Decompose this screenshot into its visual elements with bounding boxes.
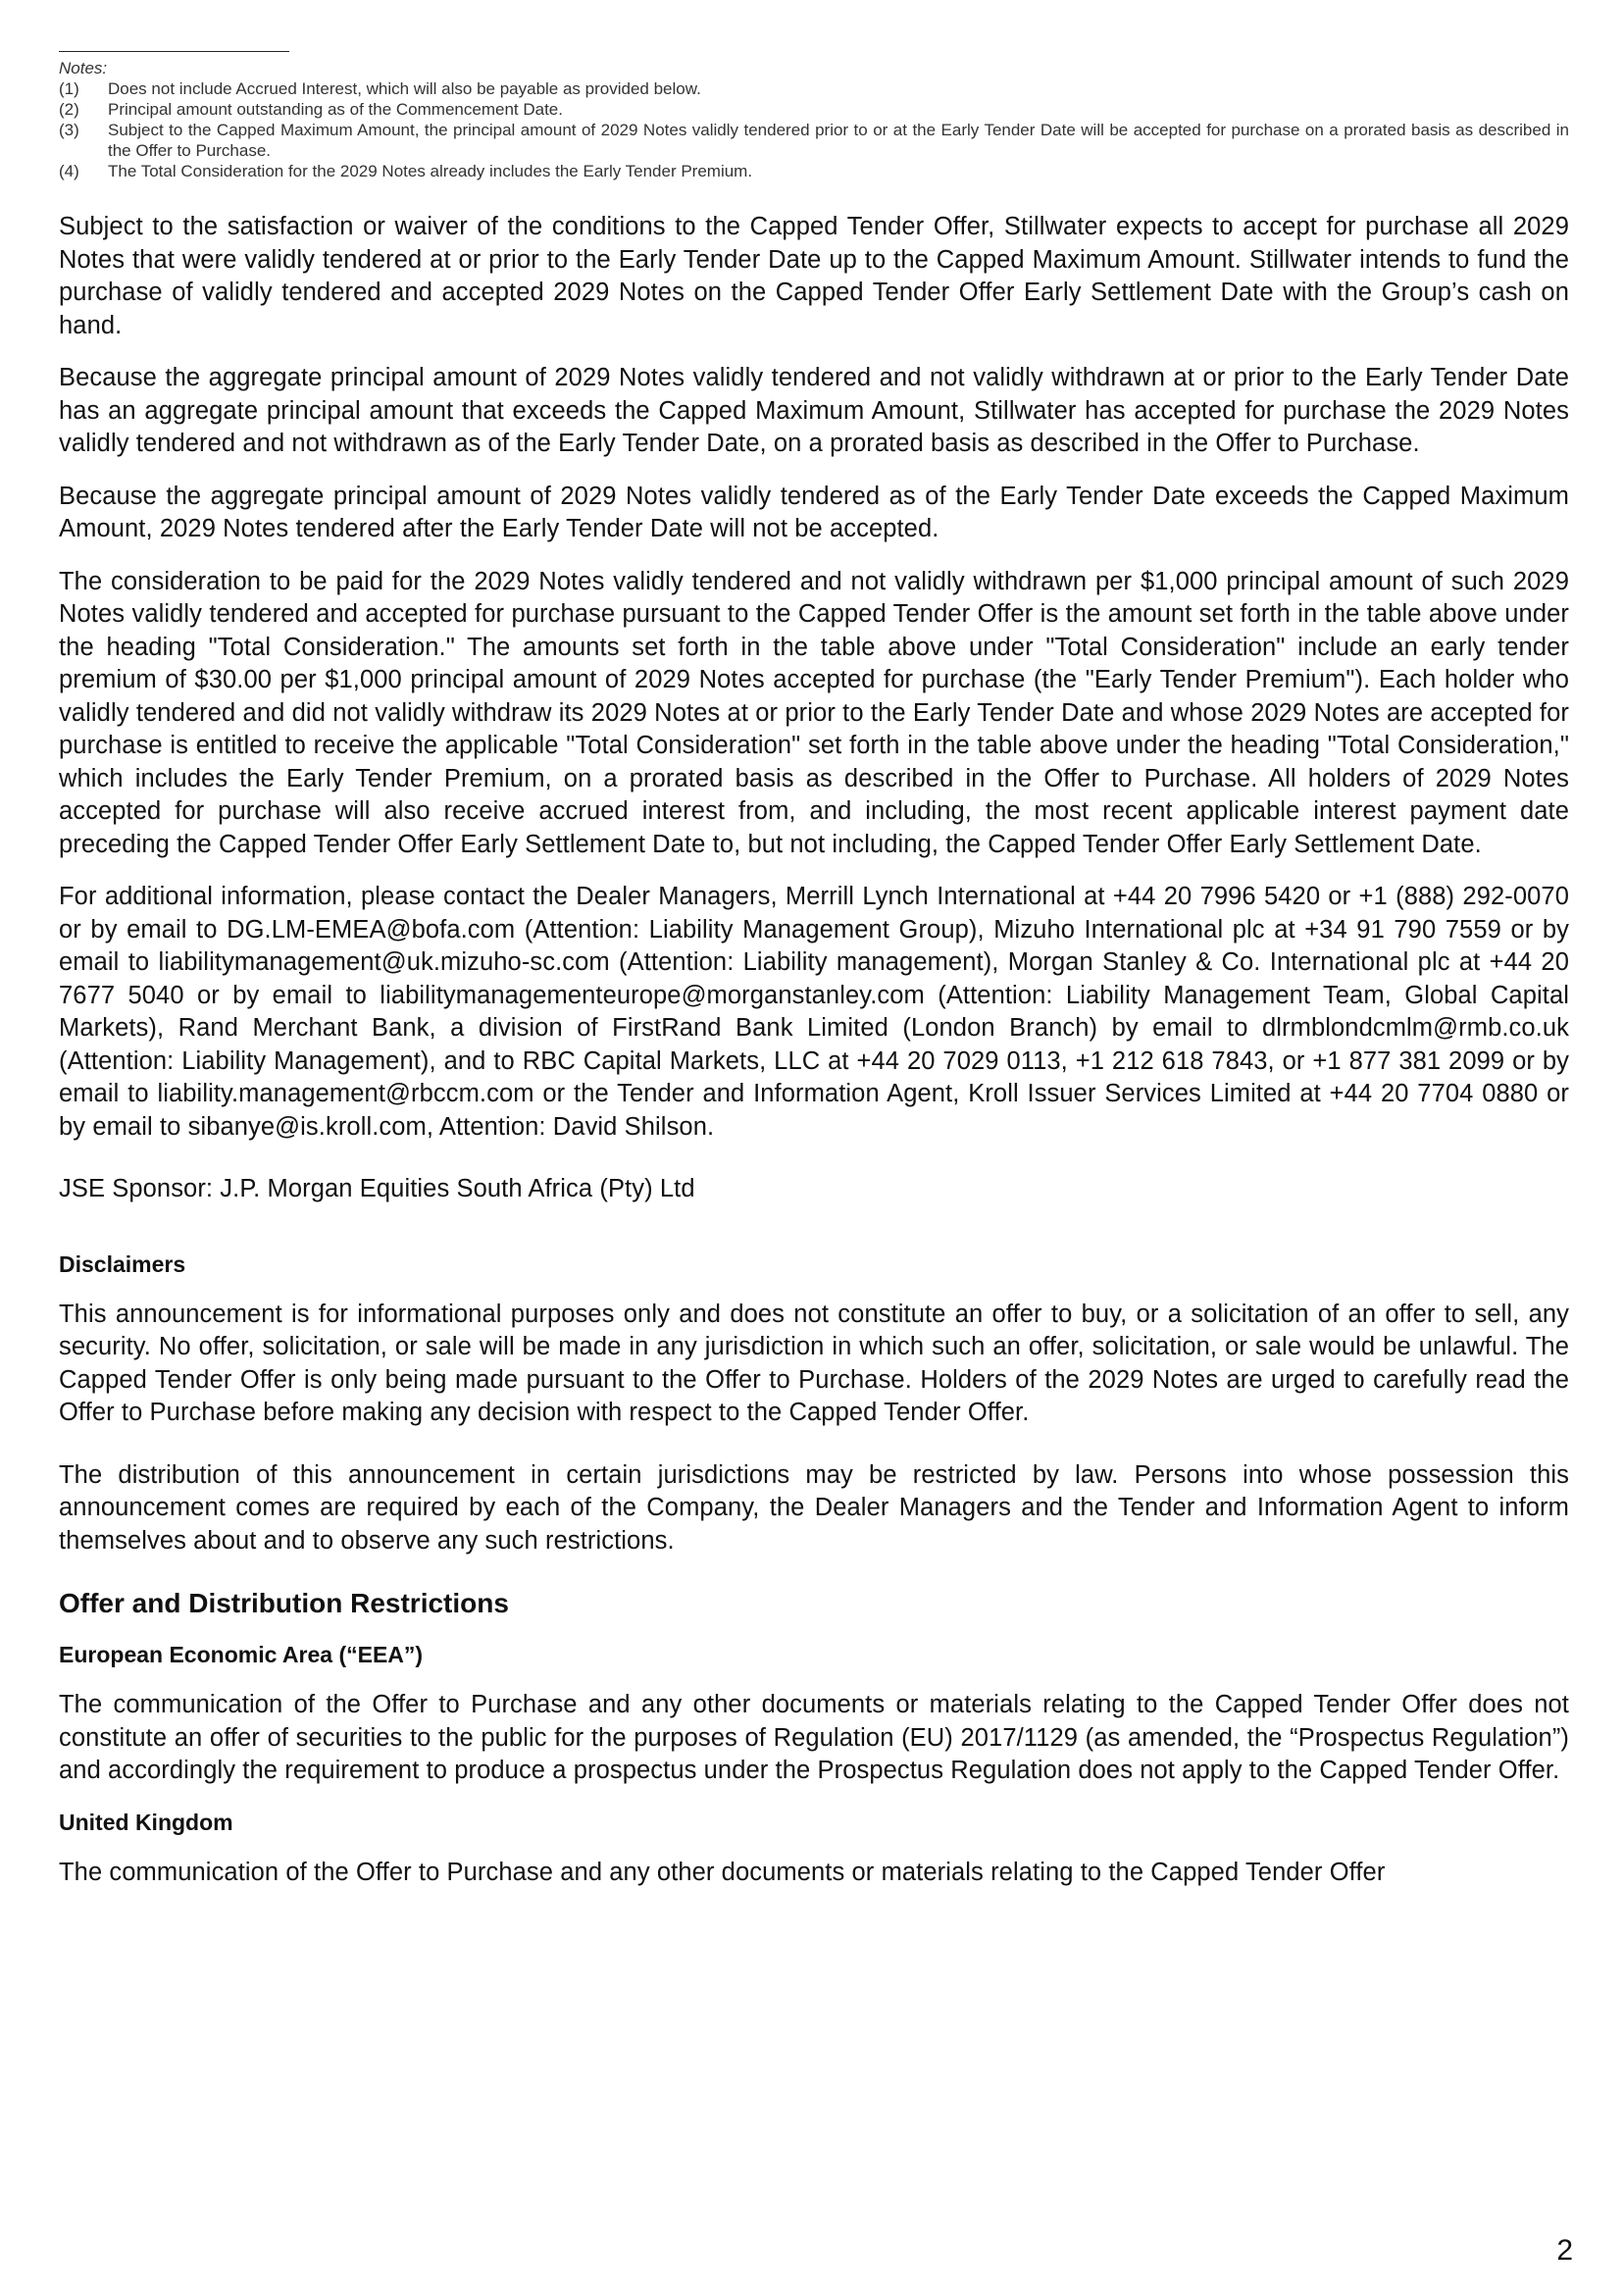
eea-heading: European Economic Area (“EEA”) <box>59 1642 424 1667</box>
page-number: 2 <box>1556 2234 1573 2267</box>
footnote-number: (3) <box>59 121 79 139</box>
uk-paragraph: The communication of the Offer to Purchase and any other documents or materials relating to the Capped Tender Offer <box>59 1858 1386 1886</box>
eea-paragraph: The communication of the Offer to Purchase and any other documents or materials relating to the Capped Tender Offer does not constitute an offer of securities to the public for the purposes of Regulation (EU) 2017/1129 (as amended, the “Prospectus Regulation”) and accordingly the requirement to produce a prospectus under the Prospectus Regulation does not apply to the Capped Tender Offer. <box>59 1691 1569 1784</box>
footnote-item <box>59 78 1569 99</box>
uk-heading: United Kingdom <box>59 1809 233 1835</box>
footnote-number: (2) <box>59 100 79 119</box>
footnote-item <box>59 120 1569 161</box>
footnote-item <box>59 161 1569 181</box>
notes-label: Notes: <box>59 59 108 77</box>
paragraph-proration: Because the aggregate principal amount of 2029 Notes validly tendered and not validly withdrawn at or prior to the Early Tender Date has an aggregate principal amount that exceeds the Capped Maximum Amount, Stillwater has accepted for purchase the 2029 Notes validly tendered and not withdrawn as of the Early Tender Date, on a prorated basis as described in the Offer to Purchase. <box>59 364 1569 457</box>
paragraph-contacts: For additional information, please contact the Dealer Managers, Merrill Lynch International at +44 20 7996 5420 or +1 (888) 292-0070 or by email to DG.LM-EMEA@bofa.com (Attention: Liability Management Group), Mizuho International plc at +34 91 790 7559 or by email to liabilitymanagement@uk.mizuho-sc.com (Attention: Liability management), Morgan Stanley & Co. International plc at +44 20 7677 5040 or by email to liabilitymanagementeurope@morganstanley.com (Attention: Liability Management Team, Global Capital Markets), Rand Merchant Bank, a division of FirstRand Bank Limited (London Branch) by email to dlrmblondcmlm@rmb.co.uk (Attention: Liability Management), and to RBC Capital Markets, LLC at +44 20 7029 0113, +1 212 618 7843, or +1 877 381 2099 or by email to liability.management@rbccm.com or the Tender and Information Agent, Kroll Issuer Services Limited at +44 20 7704 0880 or by email to sibanye@is.kroll.com, Attention: David Shilson. <box>59 883 1569 1141</box>
footnote-text: Subject to the Capped Maximum Amount, the principal amount of 2029 Notes validly tendered prior to or at the Early Tender Date will be accepted for purchase on a prorated basis as described in the Offer to Purchase. <box>108 121 1569 160</box>
footnote-item <box>59 99 1569 120</box>
restrictions-heading: Offer and Distribution Restrictions <box>59 1588 509 1618</box>
disclaimers-heading: Disclaimers <box>59 1250 186 1277</box>
footnote-number: (4) <box>59 162 79 180</box>
footnote-number: (1) <box>59 79 79 98</box>
footnotes <box>59 58 1569 181</box>
footnote-text: The Total Consideration for the 2029 Notes already includes the Early Tender Premium. <box>108 162 753 180</box>
footnote-text: Principal amount outstanding as of the Commencement Date. <box>108 100 563 119</box>
footnote-text: Does not include Accrued Interest, which will also be payable as provided below. <box>108 79 701 98</box>
paragraph-settlement: Subject to the satisfaction or waiver of the conditions to the Capped Tender Offer, Stillwater expects to accept for purchase all 2029 Notes that were validly tendered at or prior to the Early Tender Date up to the Capped Maximum Amount. Stillwater intends to fund the purchase of validly tendered and accepted 2029 Notes on the Capped Tender Offer Early Settlement Date with the Group’s cash on hand. <box>59 213 1569 339</box>
footnote-divider <box>59 51 289 52</box>
jse-sponsor: JSE Sponsor: J.P. Morgan Equities South Africa (Pty) Ltd <box>59 1175 695 1202</box>
paragraph-late-tenders: Because the aggregate principal amount of 2029 Notes validly tendered as of the Early Tender Date exceeds the Capped Maximum Amount, 2029 Notes tendered after the Early Tender Date will not be accepted. <box>59 482 1569 542</box>
paragraph-consideration: The consideration to be paid for the 2029 Notes validly tendered and not validly withdrawn per $1,000 principal amount of such 2029 Notes validly tendered and accepted for purchase pursuant to the Capped Tender Offer is the amount set forth in the table above under the heading "Total Consideration." The amounts set forth in the table above under "Total Consideration" include an early tender premium of $30.00 per $1,000 principal amount of 2029 Notes accepted for purchase (the "Early Tender Premium"). Each holder who validly tendered and did not validly withdraw its 2029 Notes at or prior to the Early Tender Date and whose 2029 Notes are accepted for purchase is entitled to receive the applicable "Total Consideration" set forth in the table above under the heading "Total Consideration," which includes the Early Tender Premium, on a prorated basis as described in the Offer to Purchase. All holders of 2029 Notes accepted for purchase will also receive accrued interest from, and including, the most recent applicable interest payment date preceding the Capped Tender Offer Early Settlement Date to, but not including, the Capped Tender Offer Early Settlement Date. <box>59 567 1569 858</box>
disclaimer-paragraph: This announcement is for informational purposes only and does not constitute an offer to buy, or a solicitation of an offer to sell, any security. No offer, solicitation, or sale will be made in any jurisdiction in which such an offer, solicitation, or sale would be unlawful. The Capped Tender Offer is only being made pursuant to the Offer to Purchase. Holders of the 2029 Notes are urged to carefully read the Offer to Purchase before making any decision with respect to the Capped Tender Offer. <box>59 1300 1569 1426</box>
distribution-paragraph: The distribution of this announcement in certain jurisdictions may be restricted by law. Persons into whose possession this announcement comes are required by each of the Company, the Dealer Managers and the Tender and Information Agent to inform themselves about and to observe any such restrictions. <box>59 1460 1569 1555</box>
